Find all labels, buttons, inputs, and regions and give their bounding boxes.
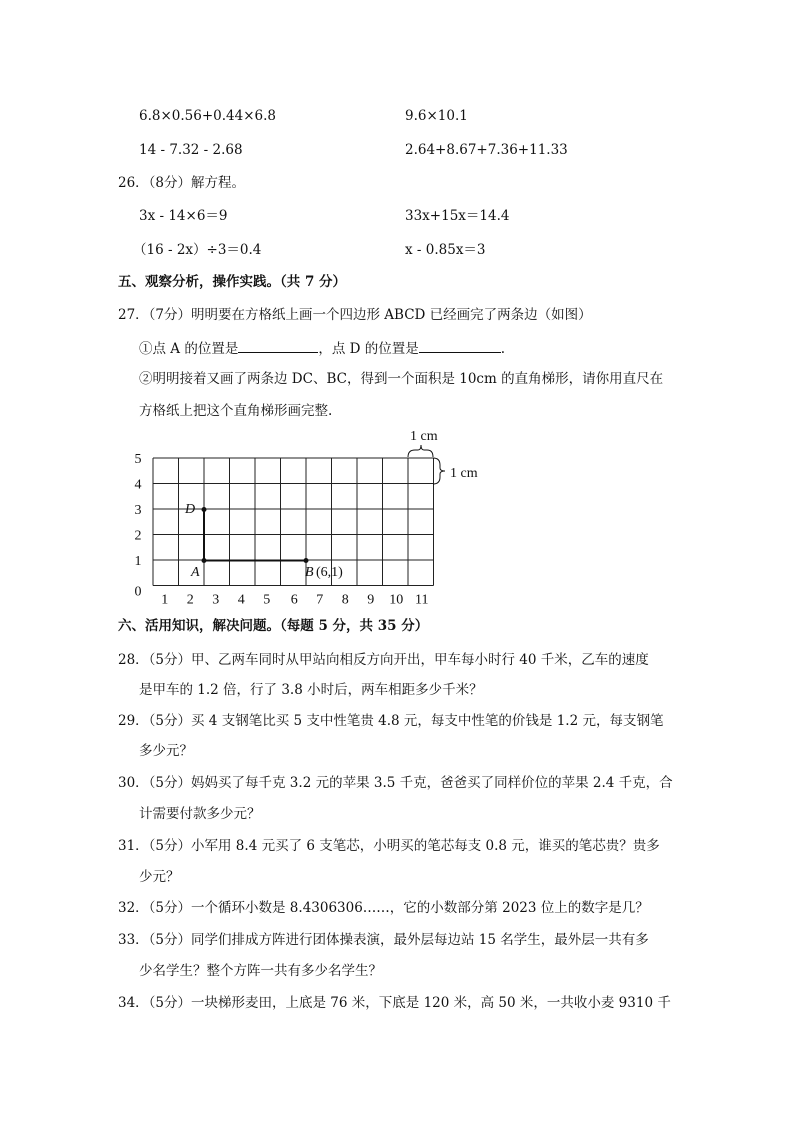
x-tick-label: 9 <box>367 592 375 606</box>
question-31-line-1: 31．（5分）小军用 8.4 元买了 6 支笔芯，小明买的笔芯每支 0.8 元，谁买的笔芯贵？贵多 <box>118 838 660 854</box>
x-tick-label: 11 <box>415 592 429 606</box>
scale-brace-vertical <box>433 458 445 484</box>
y-tick-label: 5 <box>134 452 142 467</box>
x-tick-label: 7 <box>316 592 324 606</box>
y-tick-label: 0 <box>134 584 142 600</box>
label-B: B <box>305 565 314 580</box>
equation-3: （16 - 2x）÷3＝0.4 <box>133 242 262 258</box>
question-33-line-2: 少名学生？整个方阵一共有多少名学生？ <box>139 963 382 979</box>
question-27-part-2-line-1: ②明明接着又画了两条边 DC、BC，得到一个面积是 10cm 的直角梯形，请你用直尺在 <box>139 371 664 387</box>
question-27-heading: 27．（7分）明明要在方格纸上画一个四边形 ABCD 已经画完了两条边（如图） <box>118 307 592 323</box>
scale-label-horizontal: 1 cm <box>410 429 438 444</box>
question-31-line-2: 少元？ <box>139 869 180 885</box>
answer-blank-d[interactable] <box>419 338 501 353</box>
equation-4: x - 0.85x＝3 <box>405 242 486 258</box>
point-B <box>304 558 309 563</box>
question-33-line-1: 33．（5分）同学们排成方阵进行团体操表演，最外层每边站 15 名学生，最外层一共有多 <box>118 932 649 948</box>
question-27-part-2-line-2: 方格纸上把这个直角梯形画完整. <box>139 403 333 419</box>
x-axis-ticks <box>161 593 428 607</box>
section-5-heading: 五、观察分析，操作实践。（共 7 分） <box>118 274 347 290</box>
x-tick-label: 10 <box>389 592 404 606</box>
question-29-line-2: 多少元？ <box>139 743 193 759</box>
label-A: A <box>191 565 200 580</box>
label-B-coordinates: (6,1) <box>316 565 343 580</box>
label-D: D <box>185 502 196 517</box>
calc-expression-1: 6.8×0.56+0.44×6.8 <box>139 108 276 124</box>
calc-expression-4: 2.64+8.67+7.36+11.33 <box>405 142 568 158</box>
y-tick-label: 4 <box>134 477 142 493</box>
y-tick-label: 1 <box>134 554 142 569</box>
point-A <box>202 558 207 563</box>
x-tick-label: 2 <box>186 592 194 606</box>
question-27-part-1 <box>139 338 505 358</box>
question-32-line-1: 32．（5分）一个循环小数是 8.4306306……，它的小数部分第 2023 位上的数字是几？ <box>118 900 649 916</box>
y-axis-ticks <box>135 452 142 600</box>
x-tick-label: 3 <box>212 592 220 606</box>
x-tick-label: 6 <box>290 592 298 606</box>
question-26-heading: 26．（8分）解方程。 <box>118 175 246 191</box>
x-tick-label: 8 <box>341 592 349 606</box>
answer-blank-a[interactable] <box>238 338 318 353</box>
scale-brace-horizontal <box>408 445 433 457</box>
x-tick-label: 1 <box>161 592 169 606</box>
equation-1: 3x - 14×6＝9 <box>139 208 228 224</box>
x-tick-label: 5 <box>263 592 271 606</box>
point-D <box>202 507 207 512</box>
question-28-line-2: 是甲车的 1.2 倍，行了 3.8 小时后，两车相距多少千米？ <box>139 682 483 698</box>
calc-expression-2: 9.6×10.1 <box>405 108 468 124</box>
equation-2: 33x+15x＝14.4 <box>405 208 510 224</box>
question-30-line-2: 计需要付款多少元？ <box>139 806 261 822</box>
part-1-text-c: . <box>500 341 506 357</box>
part-1-text-a: ①点 A 的位置是 <box>139 341 239 357</box>
question-30-line-1: 30．（5分）妈妈买了每千克 3.2 元的苹果 3.5 千克，爸爸买了同样价位的苹果 2.4 千克，合 <box>118 775 673 791</box>
y-tick-label: 2 <box>134 528 142 544</box>
question-28-line-1: 28．（5分）甲、乙两车同时从甲站向相反方向开出，甲车每小时行 40 千米，乙车的速度 <box>118 652 649 668</box>
grid-figure <box>128 426 480 606</box>
y-tick-label: 3 <box>134 503 142 518</box>
scale-label-vertical: 1 cm <box>450 466 478 481</box>
section-6-heading: 六、活用知识，解决问题。（每题 5 分，共 35 分） <box>118 618 429 634</box>
part-1-text-b: ，点 D 的位置是 <box>318 341 419 357</box>
calc-expression-3: 14 - 7.32 - 2.68 <box>139 142 243 158</box>
x-tick-label: 4 <box>237 592 245 606</box>
question-29-line-1: 29．（5分）买 4 支钢笔比买 5 支中性笔贵 4.8 元，每支中性笔的价钱是 1.2 元，每支钢笔 <box>118 713 664 729</box>
question-34-line-1: 34．（5分）一块梯形麦田，上底是 76 米，下底是 120 米，高 50 米，一共收小麦 9310 千 <box>118 995 671 1011</box>
